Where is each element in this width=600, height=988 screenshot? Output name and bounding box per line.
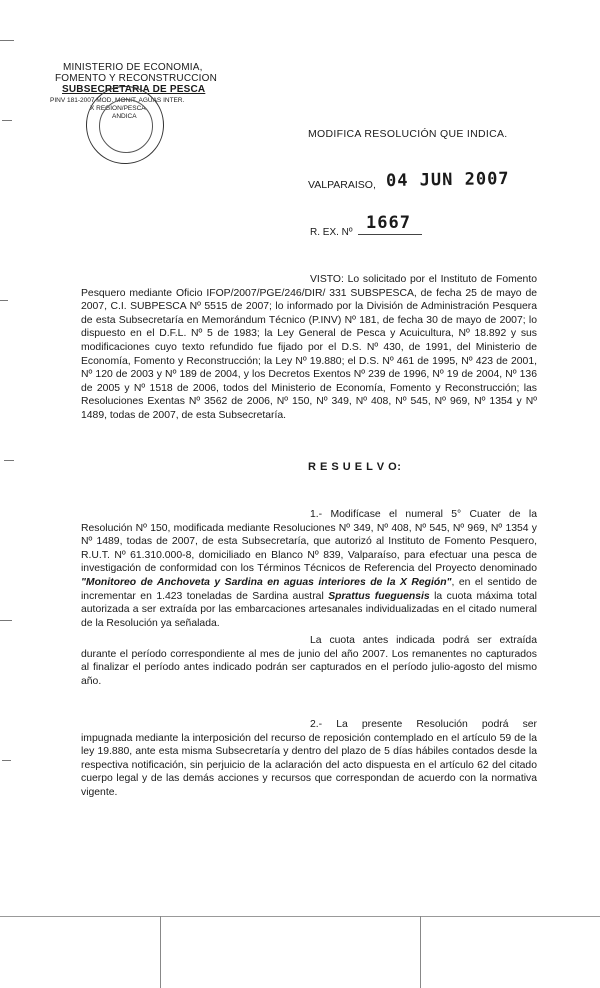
bottom-scan-divider-1 xyxy=(160,916,161,988)
article-2-first-line: 2.- La presente Resolución podrá ser xyxy=(310,719,537,730)
reference-line-2: X REGION/PESCA xyxy=(90,105,146,112)
species-name: Sprattus fueguensis xyxy=(328,590,430,602)
article-2-paragraph xyxy=(81,718,537,800)
quota-text: durante el período correspondiente al mes de junio del año 2007. Los remanentes no capturados al finalizar el período antes indicado podrán ser capturados en el período julio-agosto del mismo año. xyxy=(81,648,537,687)
article-1-text-c: la cuota máxima total autorizada a ser extraída por las embarcaciones artesanales individualizadas en el citado numeral de la Resolución ya señalada. xyxy=(81,590,537,629)
date-stamp: 04 JUN 2007 xyxy=(385,168,510,192)
official-stamp xyxy=(86,86,164,164)
scan-edge-mark xyxy=(2,760,11,761)
reference-mod: MOD. MONIT. AGUAS INTER. xyxy=(96,97,185,104)
article-1-first-line: 1.- Modifícase el numeral 5° Cuater de la xyxy=(310,509,537,520)
scan-edge-mark xyxy=(0,40,14,41)
subsecretaria-line: SUBSECRETARIA DE PESCA xyxy=(62,84,206,95)
article-1-paragraph xyxy=(81,508,537,630)
scan-edge-mark xyxy=(0,620,12,621)
resolution-number-underline xyxy=(358,234,422,235)
ministry-line-2: FOMENTO Y RECONSTRUCCION xyxy=(55,73,218,84)
place-label: VALPARAISO, xyxy=(308,179,376,191)
reference-line-3: ANDICA xyxy=(112,113,137,120)
article-1-text-b: , en el sentido de incrementar en 1.423 toneladas de Sardina austral xyxy=(81,576,537,602)
visto-paragraph: VISTO: Lo solicitado por el Instituto de Fomento Pesquero mediante Oficio IFOP/2007/PGE/246/DIR/ 331 SUBSPESCA, de fecha 25 de mayo de 2007, C.I. SUBPESCA Nº 5515 de 2007; lo informado por la División de Administración Pesquera de esta Subsecretaría en Memorándum Técnico (P.INV) Nº 181, de fecha 30 de mayo de 2007; lo dispuesto en el D.F.L. Nº 5 de 1983; la Ley General de Pesca y Acuicultura, Nº 18.892 y sus modificaciones cuyo texto refundido fue fijado por el D.S. Nº 430, de 1991, del Ministerio de Economía, Fomento y Reconstrucción; la Ley Nº 19.880; el D.S. Nº 461 de 1995, Nº 423 de 2001, Nº 120 de 2003 y Nº 189 de 2004, y los Decretos Exentos Nº 239 de 1996, Nº 19 de 2004, Nº 136 de 2005 y Nº 1518 de 2006, todos del Ministerio de Economía, Fomento y Reconstrucción; las Resoluciones Exentas Nº 3562 de 2006, Nº 150, Nº 349, Nº 408, Nº 545, Nº 969, Nº 1354 y Nº 1489, todas de 2007, de esta Subsecretaría. xyxy=(81,274,537,421)
article-1-text-a: Resolución Nº 150, modificada mediante Resoluciones Nº 349, Nº 408, Nº 545, Nº 969, Nº 1354 y Nº 1489, todas de 2007, de esta Subsecretaría, que autorizó al Instituto de Fomento Pesquero, R.U.T. Nº 61.310.000-8, domiciliado en Blanco Nº 839, Valparaíso, para efectuar una pesca de investigación de conformidad con los Términos Técnicos de Referencia del Proyecto denominado xyxy=(81,522,537,575)
scan-edge-mark xyxy=(4,460,14,461)
resolution-prefix: R. EX. Nº xyxy=(310,227,353,238)
scan-edge-mark xyxy=(2,120,12,121)
bottom-scan-divider-2 xyxy=(420,916,421,988)
document-subject: MODIFICA RESOLUCIÓN QUE INDICA. xyxy=(308,128,508,140)
scan-edge-mark xyxy=(0,300,8,301)
bottom-scan-line xyxy=(0,916,600,917)
reference-pinv: PINV 181-2007 xyxy=(50,97,97,104)
resolution-number: 1667 xyxy=(366,213,411,233)
resuelvo-heading: R E S U E L V O: xyxy=(308,461,402,473)
quota-first-line: La cuota antes indicada podrá ser extraída xyxy=(310,635,537,646)
ministry-line-1: MINISTERIO DE ECONOMIA, xyxy=(63,62,203,73)
official-stamp-inner-ring xyxy=(99,99,153,153)
quota-paragraph xyxy=(81,634,537,688)
article-2-text: impugnada mediante la interposición del recurso de reposición contemplado en el artículo 59 de la ley 19.880, ante esta misma Subsecretaría y dentro del plazo de 5 días hábiles contados desde la respectiva notificación, sin perjuicio de la aclaración del acto dispuesta en el artículo 62 del citado cuerpo legal y de las demás acciones y recursos que correspondan de acuerdo con la normativa vigente. xyxy=(81,732,537,798)
project-title: "Monitoreo de Anchoveta y Sardina en aguas interiores de la X Región" xyxy=(81,576,452,588)
